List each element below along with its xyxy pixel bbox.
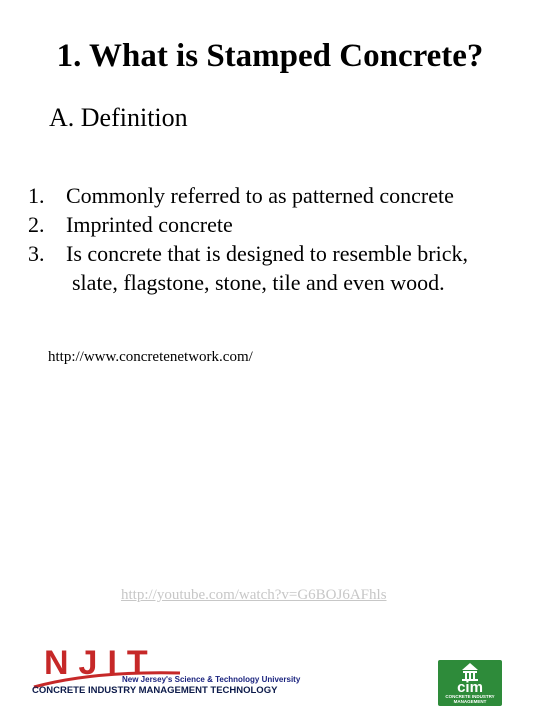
njit-university-name: New Jersey's Science & Technology University xyxy=(122,675,301,684)
section-heading: A. Definition xyxy=(49,103,188,132)
list-number: 3. xyxy=(28,241,45,266)
youtube-link[interactable]: http://youtube.com/watch?v=G6BOJ6AFhls xyxy=(121,587,387,603)
cim-subtext: CONCRETE INDUSTRY MANAGEMENT xyxy=(445,694,495,704)
list-text-continuation: slate, flagstone, stone, tile and even wood. xyxy=(72,270,445,295)
definition-list xyxy=(28,181,533,297)
list-item xyxy=(28,210,533,239)
njit-logo xyxy=(30,644,301,700)
cim-logo xyxy=(438,660,502,706)
cim-letters: cim xyxy=(457,679,483,696)
list-number: 1. xyxy=(28,183,45,208)
list-text: Is concrete that is designed to resemble brick, xyxy=(66,241,468,266)
list-item xyxy=(28,181,533,210)
list-text: Imprinted concrete xyxy=(66,212,233,237)
concretenetwork-link[interactable]: http://www.concretenetwork.com/ xyxy=(48,349,253,365)
njit-letters: NJIT xyxy=(44,644,158,682)
list-number: 2. xyxy=(28,212,45,237)
program-name: CONCRETE INDUSTRY MANAGEMENT TECHNOLOGY xyxy=(32,685,278,696)
slide-title: 1. What is Stamped Concrete? xyxy=(56,38,484,74)
list-item xyxy=(28,239,533,268)
list-text: Commonly referred to as patterned concrete xyxy=(66,183,454,208)
